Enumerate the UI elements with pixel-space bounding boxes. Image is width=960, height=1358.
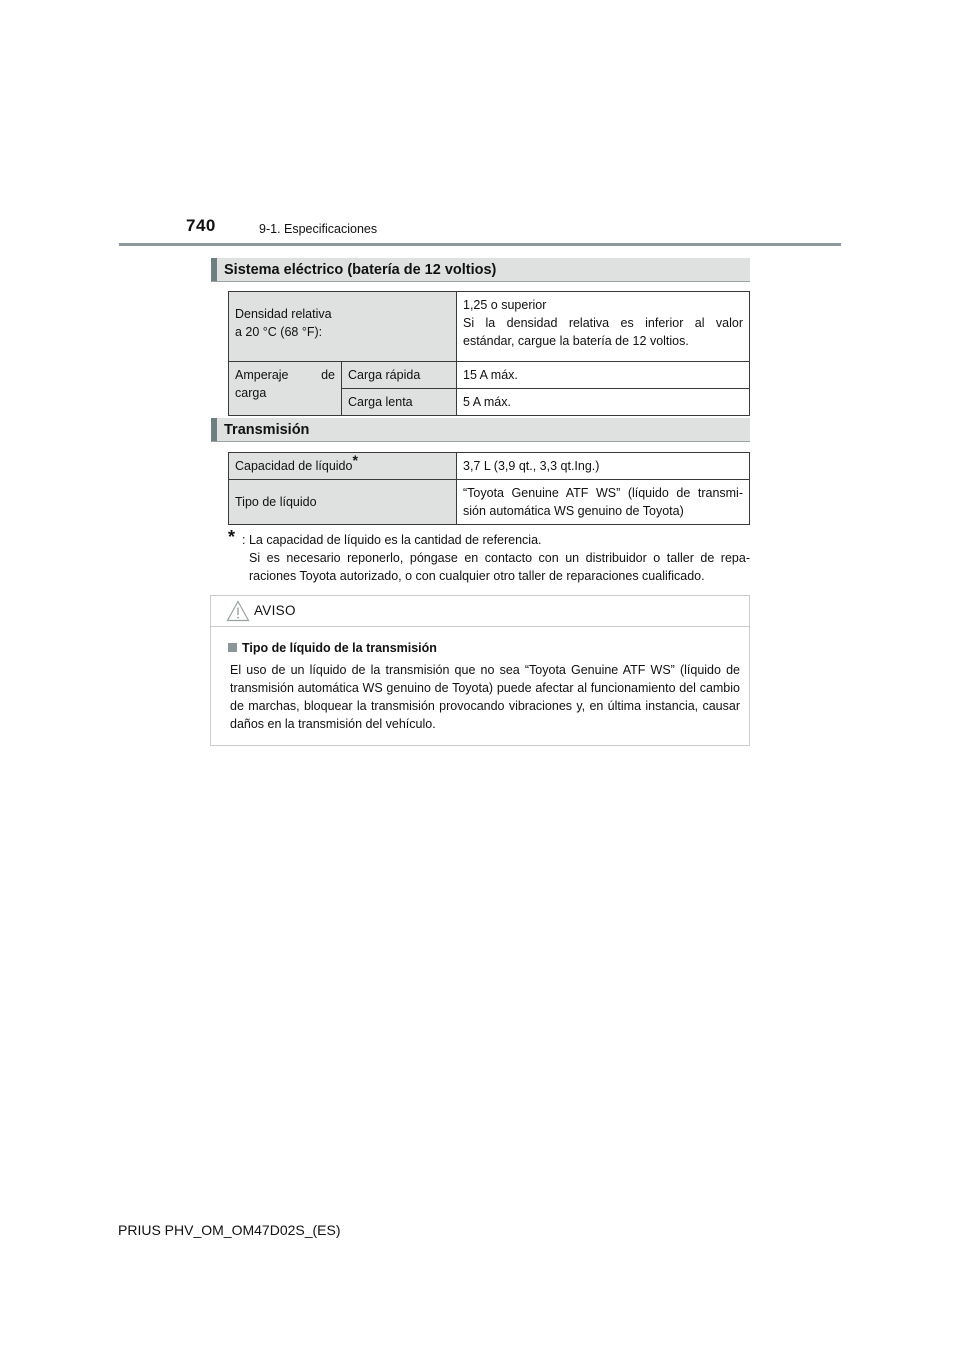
capacity-value: 3,7 L (3,9 qt., 3,3 qt.Ing.) (457, 453, 750, 480)
page-number: 740 (186, 216, 216, 235)
density-label-line: a 20 °C (68 °F): (235, 325, 323, 339)
density-label-cell (229, 292, 457, 362)
electrical-spec-table (228, 291, 750, 416)
amperage-label-line: Amperaje de (235, 368, 335, 382)
chapter-title: 9-1. Especificaciones (259, 222, 378, 236)
warning-label: AVISO (254, 603, 296, 618)
fluid-type-value-line: “Toyota Genuine ATF WS” (líquido de transmi- (463, 486, 743, 500)
density-value-cell (457, 292, 750, 362)
footnote-line: : La capacidad de líquido es la cantidad de referencia. (242, 533, 542, 547)
warning-triangle-icon (226, 600, 250, 622)
section-bar (211, 258, 217, 281)
footnote-body (242, 531, 750, 585)
transmission-spec-table (228, 452, 750, 525)
density-value-line: Si la densidad relativa es inferior al valor (463, 316, 743, 330)
warning-subtitle-row (228, 639, 740, 657)
capacity-label: Capacidad de líquido (235, 459, 353, 473)
section-heading-electrical (211, 258, 750, 282)
table-row (229, 453, 750, 480)
fast-charge-label: Carga rápida (342, 362, 457, 389)
asterisk-mark: * (352, 452, 358, 468)
warning-box (210, 595, 750, 746)
fluid-type-label: Tipo de líquido (229, 480, 457, 525)
amperage-label-cell (229, 362, 342, 416)
section-title: Transmisión (224, 422, 310, 438)
warning-text: El uso de un líquido de la transmisión que no sea “Toyota Genuine ATF WS” (líquido de transmisión automática WS genuino de Toyota) puede afectar al funcionamiento del cambio de marchas, bloquear la transmisión provocando vibraciones y, en última instancia, causar daños en la transmisión del vehículo. (230, 663, 740, 731)
document-code: PRIUS PHV_OM_OM47D02S_(ES) (118, 1222, 341, 1238)
density-label-line: Densidad relativa (235, 307, 332, 321)
footnote (228, 527, 750, 585)
table-row (229, 292, 750, 362)
table-row (229, 480, 750, 525)
footnote-asterisk: * (228, 527, 236, 547)
fluid-type-value-cell (457, 480, 750, 525)
density-value-line: 1,25 o superior (463, 298, 547, 312)
amperage-label-line: carga (235, 386, 267, 400)
warning-content (211, 627, 749, 733)
capacity-label-cell (229, 453, 457, 480)
header-rule (119, 243, 841, 246)
warning-subtitle: Tipo de líquido de la transmisión (242, 641, 437, 655)
section-heading-transmission (211, 418, 750, 442)
table-row (229, 362, 750, 389)
warning-header (211, 596, 749, 627)
slow-charge-label: Carga lenta (342, 389, 457, 416)
footnote-line: raciones Toyota autorizado, o con cualquier otro taller de reparaciones cualificado. (249, 569, 705, 583)
slow-charge-value: 5 A máx. (457, 389, 750, 416)
density-value-line: estándar, cargue la batería de 12 voltios. (463, 334, 689, 348)
section-bar (211, 418, 217, 441)
fluid-type-value-line: sión automática WS genuino de Toyota) (463, 504, 684, 518)
footnote-line: Si es necesario reponerlo, póngase en contacto con un distribuidor o taller de repa- (249, 551, 750, 565)
fast-charge-value: 15 A máx. (457, 362, 750, 389)
section-title: Sistema eléctrico (batería de 12 voltios) (224, 262, 497, 278)
square-bullet-icon (228, 643, 237, 652)
